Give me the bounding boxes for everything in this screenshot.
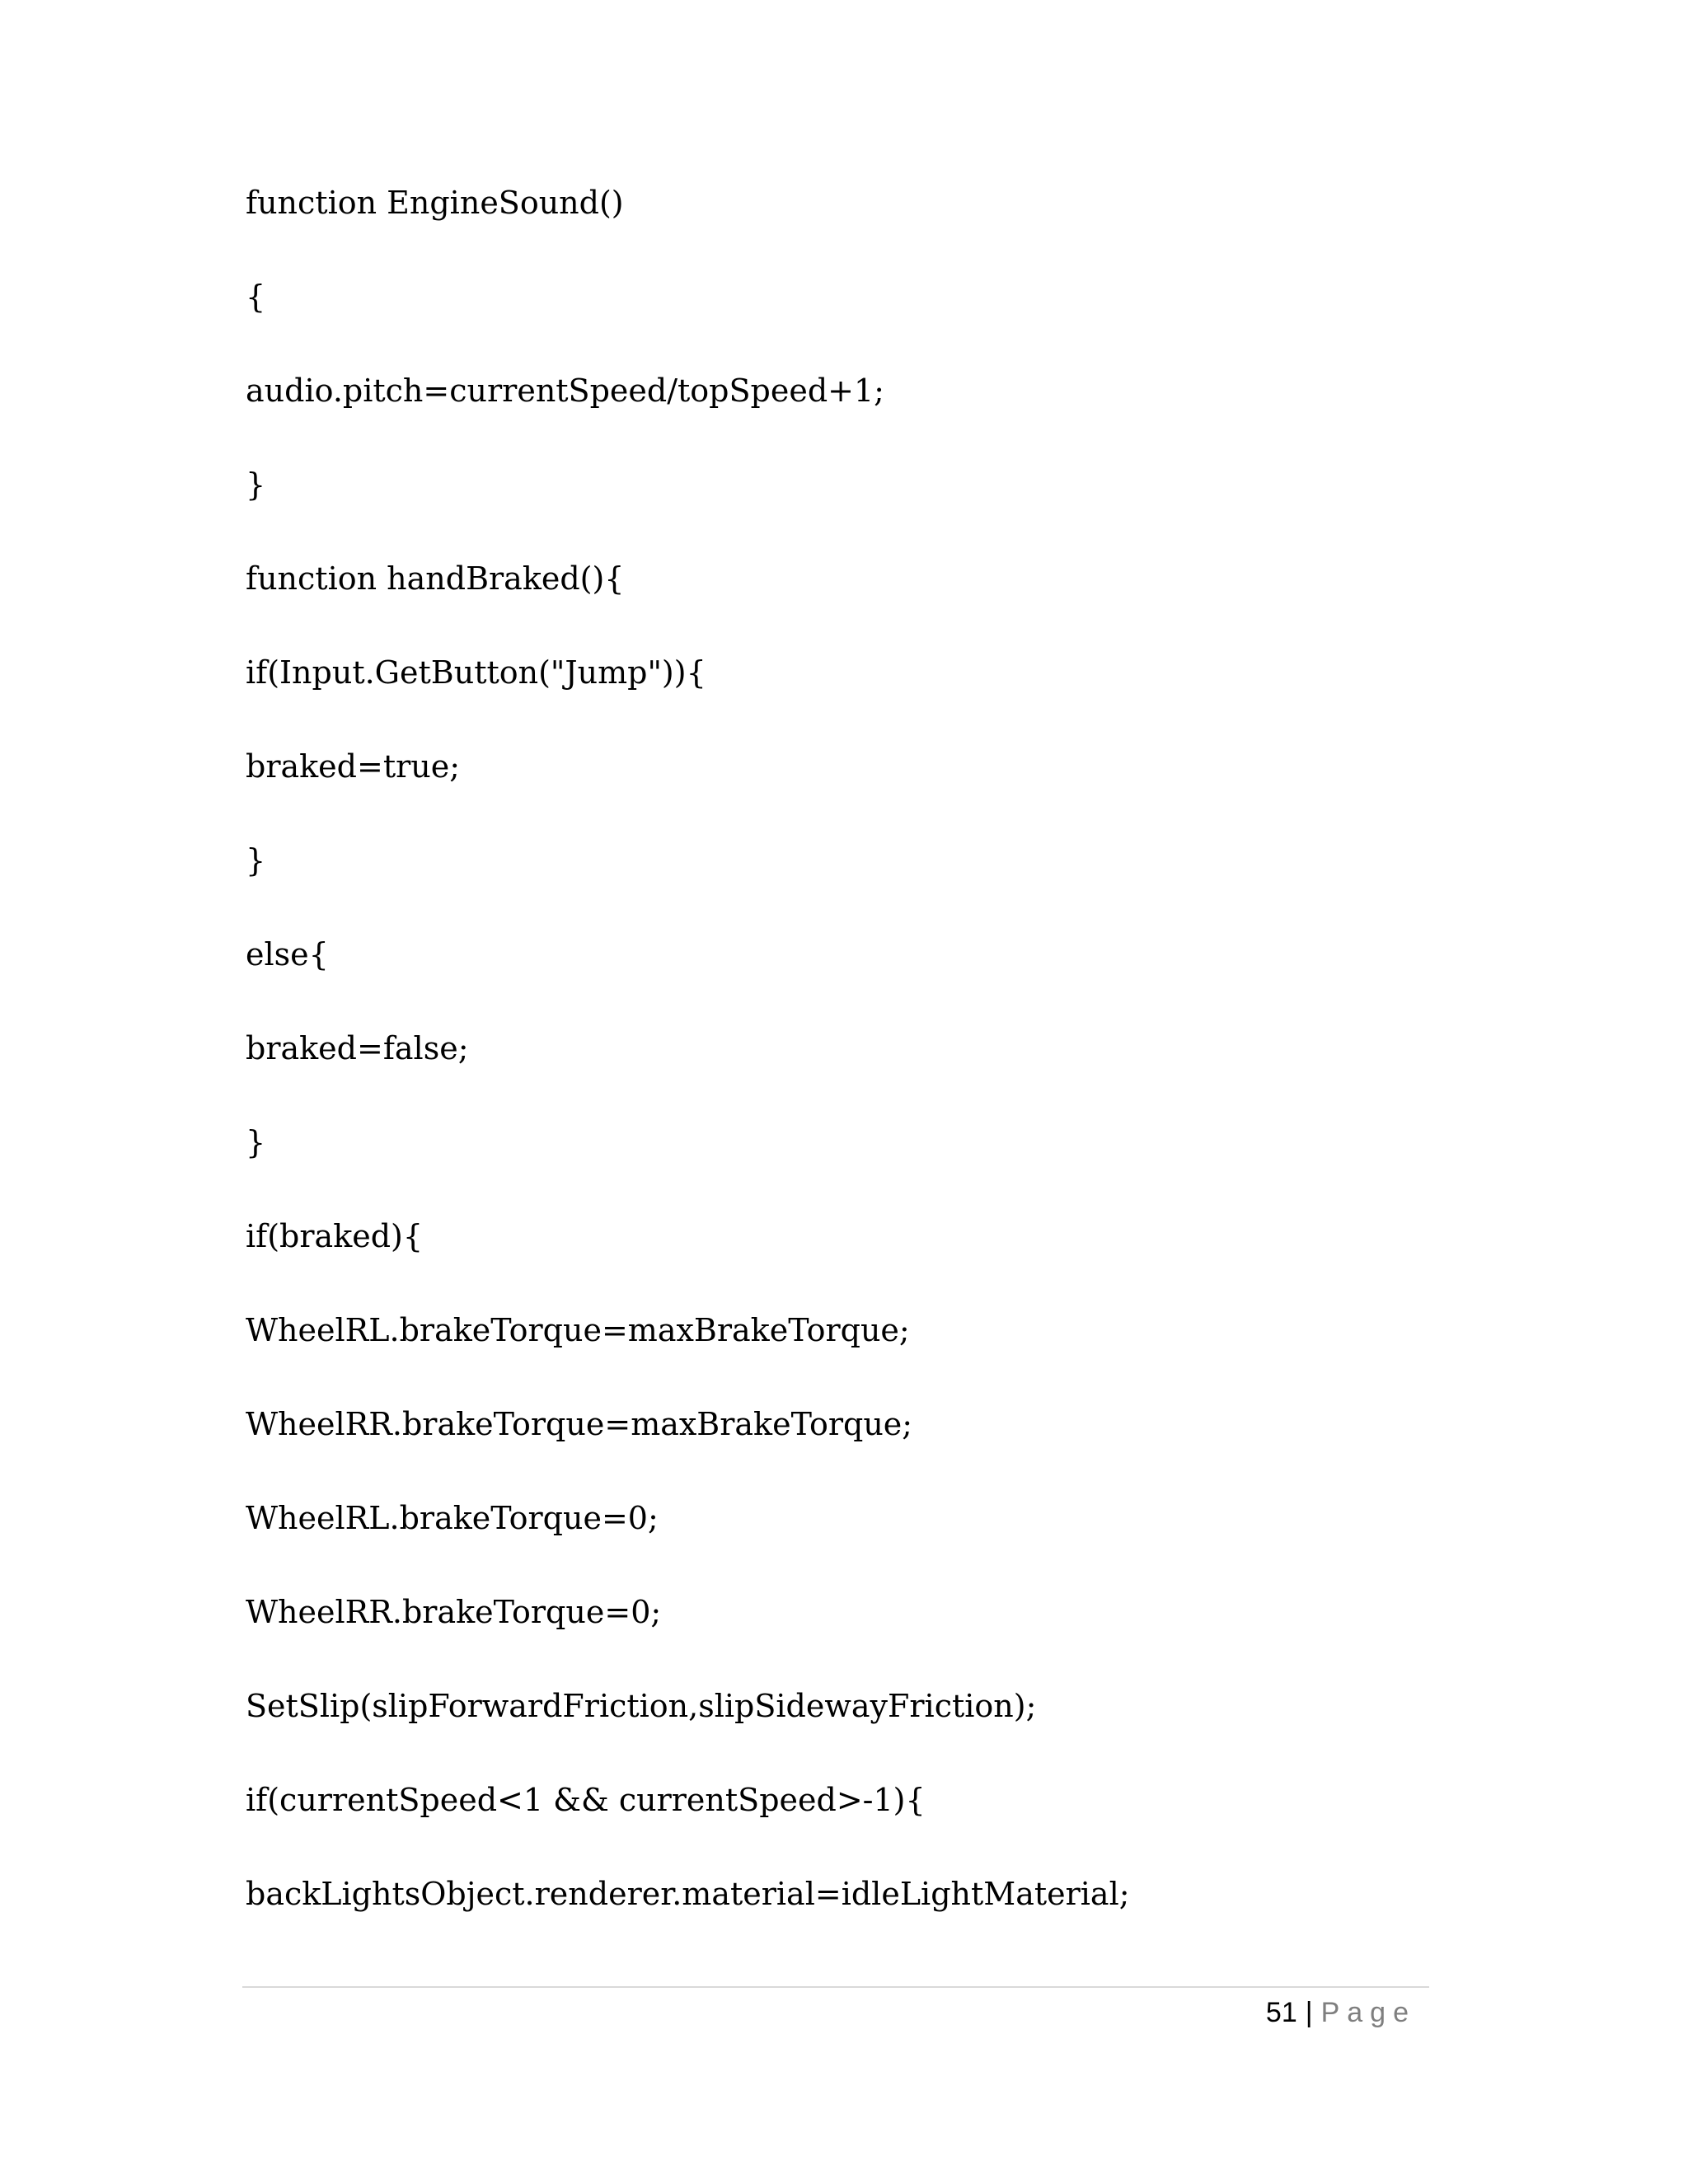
code-line: else{ bbox=[246, 936, 329, 972]
code-line: function handBraked(){ bbox=[246, 560, 625, 597]
code-line: braked=false; bbox=[246, 1030, 469, 1066]
code-line: } bbox=[246, 466, 266, 503]
code-line: if(currentSpeed<1 && currentSpeed>-1){ bbox=[246, 1782, 926, 1818]
code-line: audio.pitch=currentSpeed/topSpeed+1; bbox=[246, 373, 884, 409]
code-line: backLightsObject.renderer.material=idleLightMaterial; bbox=[246, 1876, 1130, 1912]
code-line: { bbox=[246, 279, 266, 315]
code-line: function EngineSound() bbox=[246, 185, 624, 221]
code-line: WheelRR.brakeTorque=0; bbox=[246, 1594, 662, 1630]
code-line: if(Input.GetButton("Jump")){ bbox=[246, 654, 706, 691]
code-line: } bbox=[246, 842, 266, 879]
code-line: WheelRL.brakeTorque=maxBrakeTorque; bbox=[246, 1312, 910, 1348]
code-line: SetSlip(slipForwardFriction,slipSidewayFriction); bbox=[246, 1688, 1037, 1724]
code-line: if(braked){ bbox=[246, 1218, 424, 1254]
page-number: 51 bbox=[1265, 1997, 1297, 2028]
code-line: WheelRL.brakeTorque=0; bbox=[246, 1500, 659, 1536]
code-line: } bbox=[246, 1124, 266, 1160]
code-line: WheelRR.brakeTorque=maxBrakeTorque; bbox=[246, 1406, 913, 1442]
page-footer bbox=[1266, 1994, 1416, 2031]
footer-divider bbox=[242, 1986, 1429, 1988]
code-line: braked=true; bbox=[246, 748, 461, 785]
page-label: Page bbox=[1320, 1997, 1416, 2028]
footer-separator: | bbox=[1305, 1997, 1313, 2028]
